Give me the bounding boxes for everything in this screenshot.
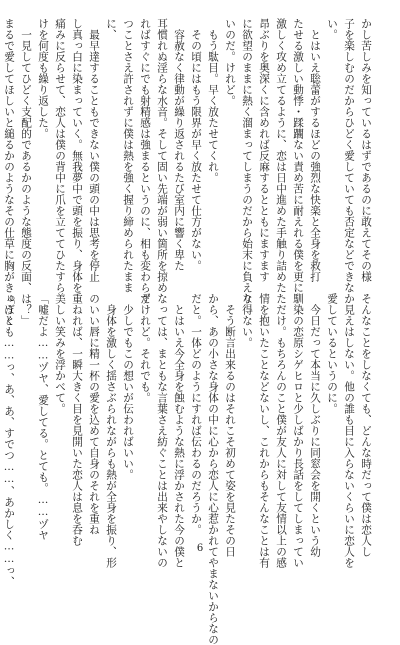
text-line: そう断言出来るのはそれこそ初めて姿を見たその日 <box>224 293 236 557</box>
text-line: い。 <box>326 18 338 40</box>
text-line: 馴染の恋原シゲヒロと少しばかり長話をしてしまってい <box>292 293 304 568</box>
text-line: 激しく攻め立てるように、恋は日中進めた手触り詰めた <box>275 18 287 293</box>
text-line: 重ねれば、一瞬大きく目を見開いた恋人は息を呑む <box>71 293 83 546</box>
text-line: 少しでもこの想いが伝わればいい。 <box>122 293 134 480</box>
text-line: のいい唇に精一杯の愛を込めて自身のそれを重ね <box>88 293 100 535</box>
text-line: ただけ。もちろんのこと僕が友人に対して友情以上の感 <box>275 293 287 568</box>
text-line: たせる激しい動悸・蹂躙ない責め苦に耐えれる僕を更に <box>292 18 304 293</box>
text-line: だけれど。それでも。 <box>139 293 151 403</box>
text-line: かし苦しみを知っているはずであるのに敢えてその様 <box>360 18 372 282</box>
text-line: けを何度も繰り返した。 <box>37 18 49 139</box>
text-line: とはいえ今全身を蝕むような熱に浮かされた今の僕と <box>173 293 185 568</box>
text-line: に、 <box>105 18 117 40</box>
text-line: 愛しているというのに。 <box>326 293 338 414</box>
text-line: は？」 <box>20 293 32 326</box>
text-line: もう駄目。早く放たせてくれ。 <box>207 18 219 183</box>
text-line: か見えはしない。他の誰も目に入らないくらいに恋人を <box>343 293 355 568</box>
text-line: し真っ白に染まっていく。無我夢中で頭を振り、身体を <box>71 18 83 293</box>
text-line: いのだ。けれど。 <box>224 18 236 106</box>
text-line: 最早達することもできない僕の頭の中は思考を停止 <box>88 18 100 282</box>
text-line: そんなことをしなくても、どんな時だって僕は恋人し <box>360 293 372 557</box>
text-line: 身体を激しく揺さぶられながらも熱が全身を振り、形 <box>105 293 117 568</box>
text-line: 美しい笑みを浮かべて。 <box>54 293 66 414</box>
text-line: 情を抱いたことなどないし、これからもそんなことは有 <box>258 293 270 568</box>
text-line: ればすぐにでも射精感は強まるというのに、相も変わらず <box>139 18 151 304</box>
text-line: 一見してひどく支配的であるかのような態度の反面、 <box>20 18 32 293</box>
text-line: り得ない。 <box>241 293 253 348</box>
text-line: 容赦なく律動が繰り返されるたび室内に響く卑た <box>173 18 185 271</box>
text-line: その頃にはもう限界が早く放たせて仕方がない。 <box>190 18 202 271</box>
text-line: だと。一体どのようにすれば伝わるのだろうか。 <box>190 293 202 535</box>
text-line: 痛みに反らせて、恋人は僕の背中に爪を立ててひたすら <box>54 18 66 293</box>
text-line: なっては、まともな言葉さえ紡ぐことは出来やしないの <box>156 293 168 568</box>
text-line: 耳慣れぬ淫らな水音。そして固い先端が弱い箇所を掠め <box>156 18 168 293</box>
text-line: 「ぼくも……っ、あ、あ、すでつ……、あかしく……っ、 <box>3 293 15 588</box>
text-line: つことさえ許されずに僕は熱を強く握り締められたまま <box>122 18 134 293</box>
text-line: とはいえ聡蕾がするほどの強烈な快楽と全身を救打 <box>309 18 321 282</box>
text-line: から、あの小さな身体の中に心から恋人に心惹かれてやまないからなの <box>207 293 219 645</box>
text-line: まるで愛してほしいと縋るかのようなその仕草に胸がきゅうと <box>3 18 15 326</box>
text-line: 「嘘だよ……ヅヤ、愛してる。とても。……ヅヤ <box>37 293 49 541</box>
page-number: 6 <box>196 543 204 554</box>
text-line: に欲望のままに熱く溜まってしまうのだから始末に負えな <box>241 18 253 304</box>
text-line: 昂ぶりを奥深くに含めれば反麻するとともにますます <box>258 18 270 282</box>
text-line: 子を楽しむのだからひどく愛していても否定などできな <box>343 18 355 293</box>
lower-text-column <box>3 293 374 645</box>
text-line: 今日だって本当に久しぶりに同窓会を開くという幼 <box>309 293 321 557</box>
